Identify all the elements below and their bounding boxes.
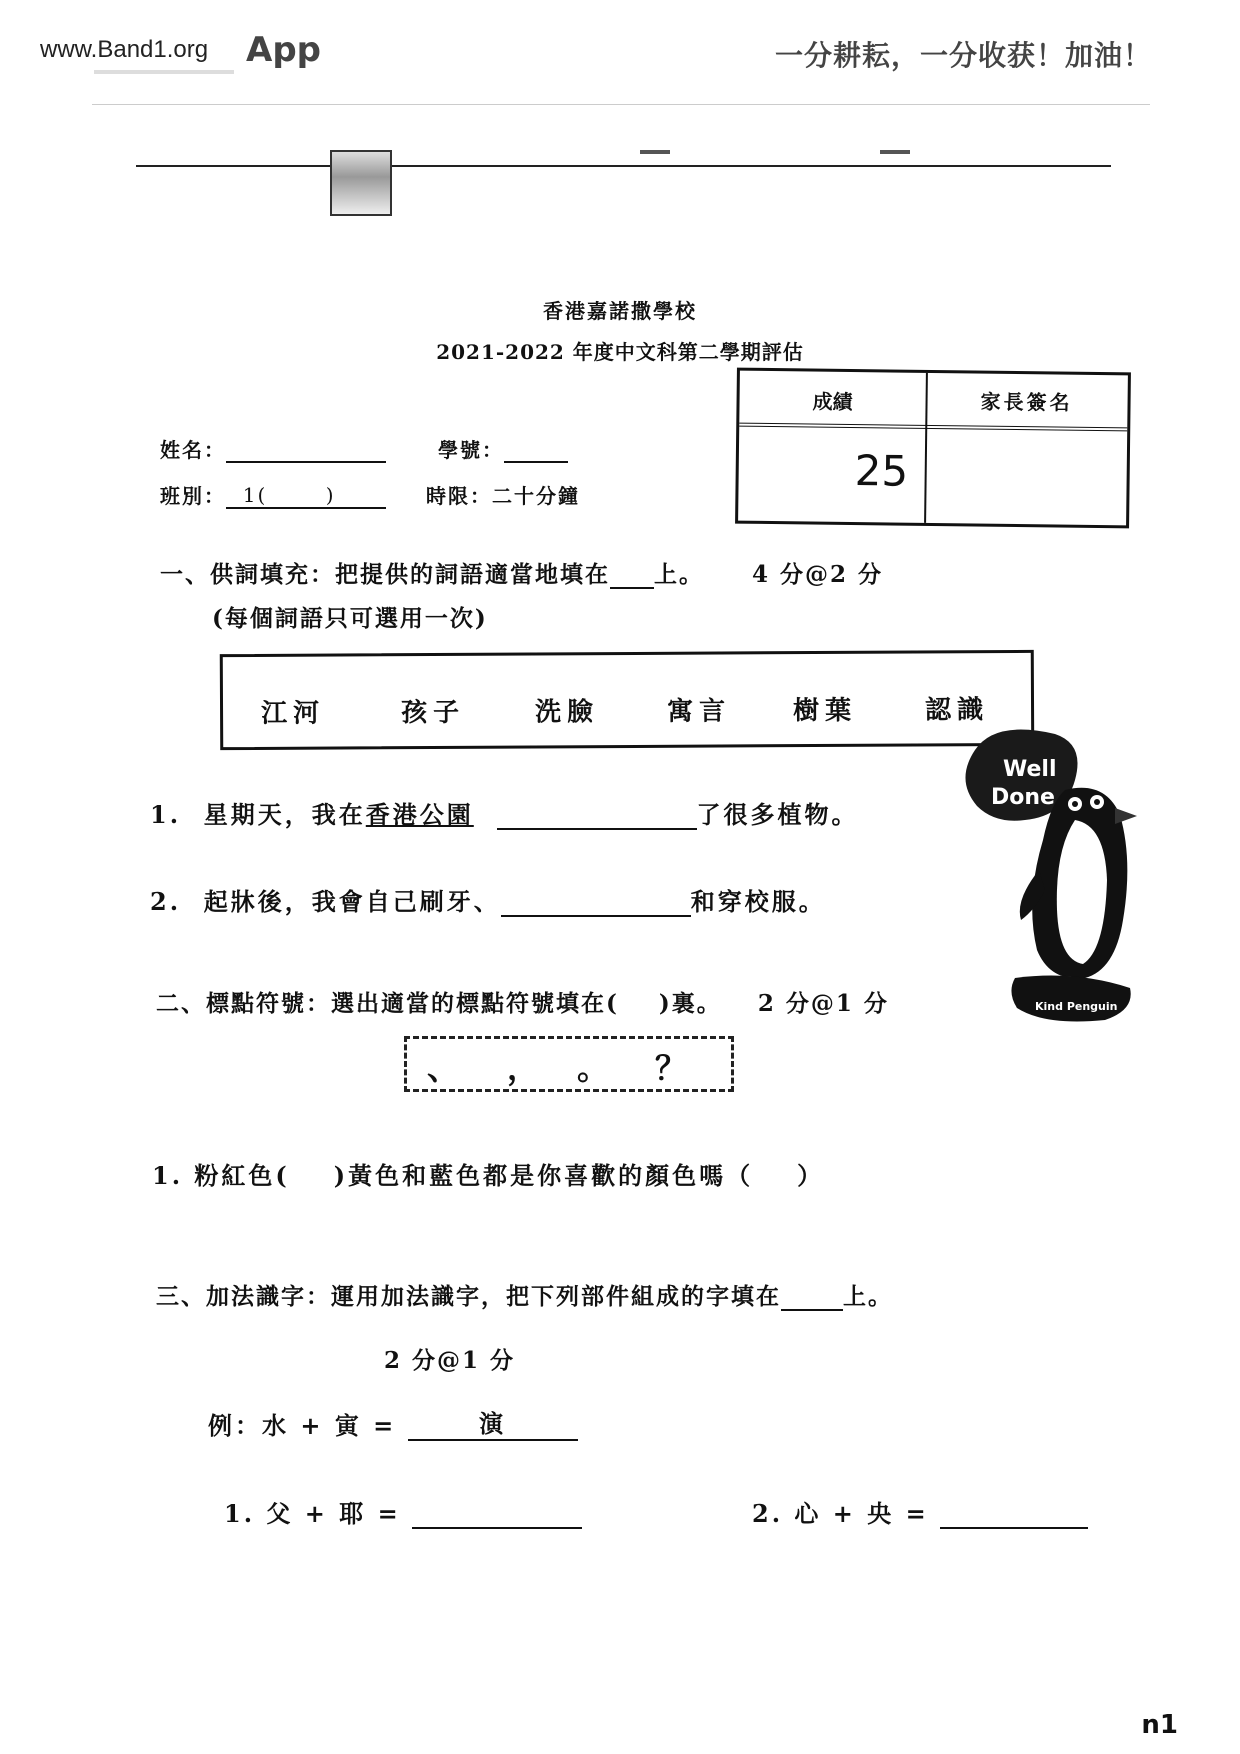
name-label: 姓名： bbox=[160, 438, 226, 462]
section1-marks: 4 分@2 分 bbox=[752, 561, 884, 588]
penguin-badge bbox=[1011, 976, 1130, 1022]
student-id-blank[interactable] bbox=[504, 461, 568, 463]
section2-title-text: 二、標點符號：選出適當的標點符號填在( bbox=[156, 990, 619, 1017]
section2-title-end: )裏。 bbox=[658, 990, 722, 1017]
word-item: 認識 bbox=[924, 695, 990, 726]
question-text: 起牀後，我會自己刷牙、 bbox=[203, 887, 501, 916]
student-id-field bbox=[438, 434, 568, 463]
question-number: 1. bbox=[152, 1161, 184, 1190]
answer-blank[interactable] bbox=[497, 804, 697, 830]
page-number: n1 bbox=[1141, 1710, 1178, 1740]
class-field bbox=[160, 480, 386, 509]
underlined-place: 香港公園 bbox=[365, 800, 474, 829]
section1-title bbox=[160, 556, 883, 589]
word-item: 樹葉 bbox=[792, 695, 858, 727]
section2-question-1 bbox=[152, 1156, 824, 1191]
answer-blank[interactable] bbox=[501, 891, 691, 917]
answer-blank[interactable] bbox=[412, 1503, 582, 1529]
question-number: 1. bbox=[150, 800, 182, 829]
app-label[interactable]: App bbox=[246, 30, 321, 70]
class-label: 班別： bbox=[160, 484, 226, 508]
punctuation-item: 。 bbox=[577, 1049, 610, 1087]
word-bank bbox=[220, 650, 1034, 750]
section3-title-text: 三、加法識字：運用加法識字，把下列部件組成的字填在 bbox=[156, 1283, 781, 1310]
penguin-icon bbox=[1020, 788, 1137, 988]
question-text: 星期天，我在 bbox=[203, 800, 366, 829]
question-number: 2. bbox=[150, 887, 182, 916]
parent-sign-label: 家長簽名 bbox=[980, 389, 1073, 415]
question-text: ） bbox=[797, 1161, 825, 1190]
well-done-penguin-sticker bbox=[955, 720, 1180, 1040]
punctuation-item: ？ bbox=[655, 1049, 688, 1087]
section1-title-text: 一、供詞填充：把提供的詞語適當地填在 bbox=[160, 561, 610, 588]
question-text: 了很多植物。 bbox=[696, 800, 859, 829]
question-text: 粉紅色( bbox=[194, 1161, 290, 1190]
sticker-text-line1: Well bbox=[1003, 757, 1057, 782]
section1-title-end: 上。 bbox=[654, 561, 704, 588]
question-text: 和穿校服。 bbox=[690, 887, 826, 916]
section3-title-blank bbox=[781, 1287, 843, 1311]
section3-title-end: 上。 bbox=[843, 1283, 893, 1310]
name-blank[interactable] bbox=[226, 461, 386, 463]
score-value: 25 bbox=[854, 446, 909, 496]
time-limit: 時限：二十分鐘 bbox=[426, 484, 580, 508]
student-id-label: 學號： bbox=[438, 438, 504, 462]
punctuation-item: 、 bbox=[427, 1049, 460, 1087]
word-item: 洗臉 bbox=[534, 697, 600, 728]
class-value: 1( bbox=[242, 483, 268, 507]
scan-smudge bbox=[640, 150, 670, 154]
section2-marks: 2 分@1 分 bbox=[757, 990, 889, 1017]
word-item: 寓言 bbox=[666, 696, 732, 727]
score-table bbox=[735, 368, 1131, 529]
word-item: 江河 bbox=[260, 698, 326, 729]
sticker-text-line2: Done bbox=[991, 785, 1055, 810]
school-name: 香港嘉諾撒學校 bbox=[543, 299, 697, 323]
question-text: 2. 心 + 央 = bbox=[752, 1499, 929, 1528]
punctuation-item: ， bbox=[507, 1049, 540, 1087]
answer-blank[interactable] bbox=[940, 1503, 1088, 1529]
section3-title bbox=[156, 1278, 893, 1311]
section3-marks: 2 分@1 分 bbox=[384, 1347, 516, 1374]
score-label: 成績 bbox=[812, 389, 853, 415]
section1-note: (每個詞語只可選用一次) bbox=[212, 605, 488, 632]
section3-question-1 bbox=[224, 1494, 582, 1529]
binder-clip-icon bbox=[330, 150, 392, 216]
badge-text: Kind Penguin bbox=[1035, 1000, 1118, 1013]
scan-top-line bbox=[136, 165, 1111, 167]
table-header-rule bbox=[739, 423, 1127, 432]
class-blank[interactable] bbox=[226, 483, 386, 509]
section3-example bbox=[208, 1404, 578, 1441]
section2-title bbox=[156, 985, 889, 1018]
header-divider bbox=[92, 104, 1150, 105]
example-label: 例：水 + 寅 = bbox=[208, 1411, 397, 1440]
example-answer: 演 bbox=[408, 1404, 578, 1441]
question-text: )黃色和藍色都是你喜歡的顏色嗎（ bbox=[333, 1161, 754, 1190]
section1-title-blank bbox=[610, 565, 654, 589]
section3-question-2 bbox=[752, 1494, 1088, 1529]
word-item: 孩子 bbox=[400, 697, 466, 729]
class-close: ) bbox=[325, 483, 336, 507]
site-url[interactable]: www.Band1.org bbox=[40, 36, 209, 63]
slogan: 一分耕耘，一分收获！加油！ bbox=[774, 39, 1152, 72]
section1-question-1 bbox=[150, 795, 859, 830]
scan-smudge bbox=[880, 150, 910, 154]
name-field bbox=[160, 434, 386, 463]
section1-question-2 bbox=[150, 882, 826, 917]
question-text: 1. 父 + 耶 = bbox=[224, 1499, 401, 1528]
punctuation-bank bbox=[404, 1036, 734, 1092]
exam-title: 2021-2022 年度中文科第二學期評估 bbox=[436, 340, 804, 364]
